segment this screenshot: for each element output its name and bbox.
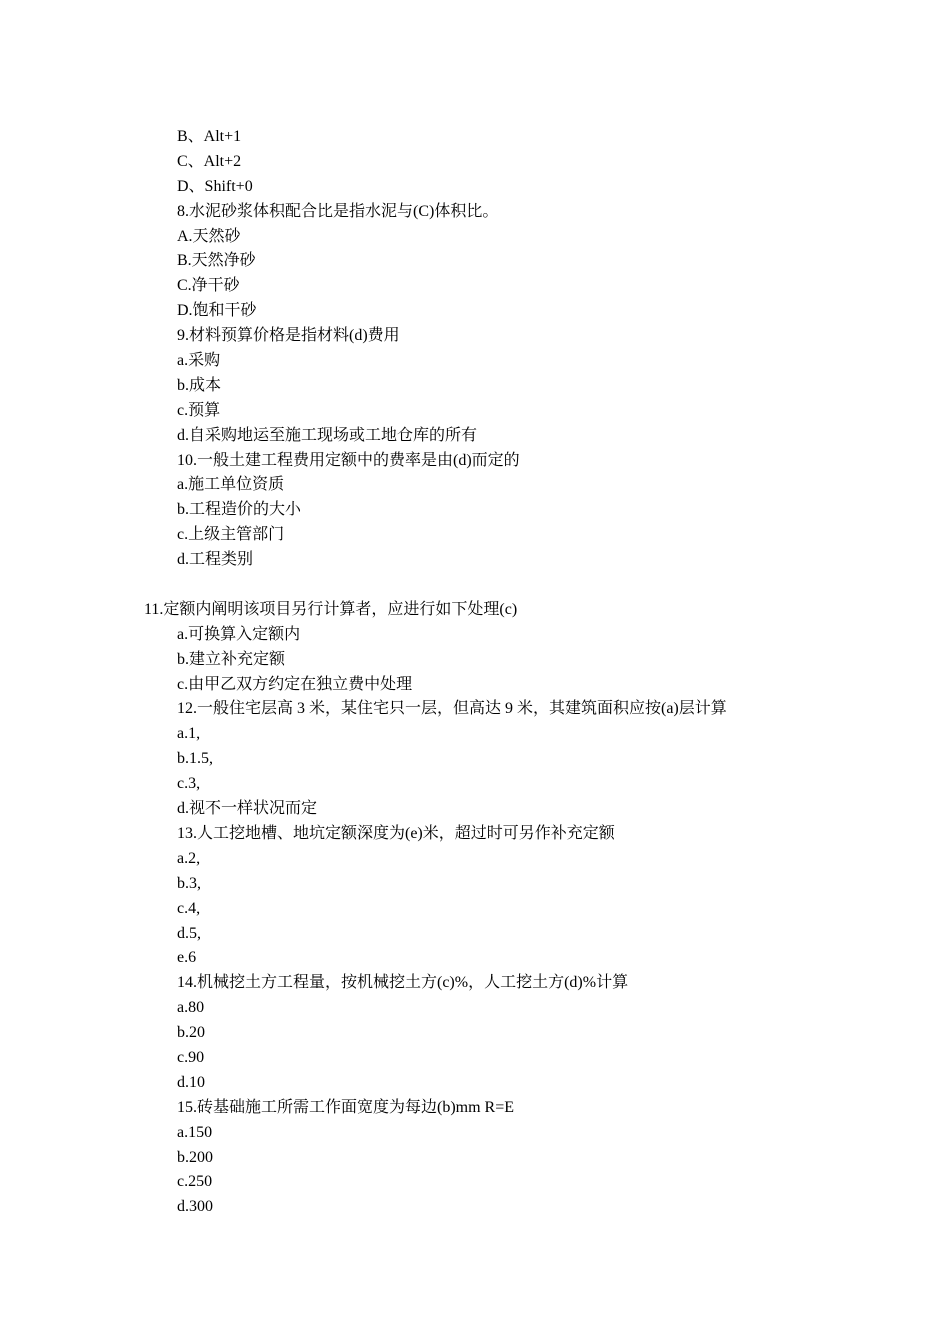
blank-line bbox=[0, 573, 950, 598]
option-line: b.建立补充定额 bbox=[177, 650, 286, 668]
option-line: b.1.5, bbox=[177, 750, 213, 768]
option-line: c.90 bbox=[177, 1048, 205, 1066]
option-line: C、Alt+2 bbox=[177, 152, 242, 170]
option-line: B.天然净砂 bbox=[177, 252, 256, 270]
option-line: b.20 bbox=[177, 1024, 205, 1042]
option-line: d.10 bbox=[177, 1073, 205, 1091]
option-line: d.300 bbox=[177, 1198, 213, 1216]
question-8: 8.水泥砂浆体积配合比是指水泥与(C)体积比。 bbox=[177, 202, 499, 220]
option-line: C.净干砂 bbox=[177, 277, 240, 295]
option-line: c.预算 bbox=[177, 401, 221, 419]
option-line: c.4, bbox=[177, 899, 201, 917]
option-line: b.成本 bbox=[177, 376, 222, 394]
option-line: a.2, bbox=[177, 849, 201, 867]
question-10: 10.一般土建工程费用定额中的费率是由(d)而定的 bbox=[177, 451, 520, 469]
question-14: 14.机械挖土方工程量，按机械挖土方(c)%，人工挖土方(d)%计算 bbox=[177, 974, 629, 992]
question-11: 11.定额内阐明该项目另行计算者，应进行如下处理(c) bbox=[144, 600, 518, 618]
option-line: b.工程造价的大小 bbox=[177, 501, 302, 519]
option-line: c.250 bbox=[177, 1173, 213, 1191]
question-13: 13.人工挖地槽、地坑定额深度为(e)米，超过时可另作补充定额 bbox=[177, 824, 615, 842]
option-line: a.施工单位资质 bbox=[177, 476, 285, 494]
option-line: c.上级主管部门 bbox=[177, 526, 285, 544]
document-body bbox=[0, 125, 950, 1220]
option-line: d.5, bbox=[177, 924, 201, 942]
option-line: a.采购 bbox=[177, 352, 221, 370]
option-line: d.视不一样状况而定 bbox=[177, 800, 318, 818]
option-line: c.3, bbox=[177, 775, 201, 793]
option-line: e.6 bbox=[177, 949, 197, 967]
option-line: D、Shift+0 bbox=[177, 177, 253, 195]
option-line: d.工程类别 bbox=[177, 551, 254, 569]
option-line: b.3, bbox=[177, 874, 201, 892]
option-line: a.可换算入定额内 bbox=[177, 625, 301, 643]
option-line: b.200 bbox=[177, 1148, 213, 1166]
question-12: 12.一般住宅层高 3 米，某住宅只一层，但高达 9 米，其建筑面积应按(a)层计算 bbox=[177, 700, 727, 718]
option-line: a.1, bbox=[177, 725, 201, 743]
option-line: D.饱和干砂 bbox=[177, 302, 257, 320]
question-15: 15.砖基础施工所需工作面宽度为每边(b)mm R=E bbox=[177, 1098, 515, 1116]
question-9: 9.材料预算价格是指材料(d)费用 bbox=[177, 327, 400, 345]
option-line: d.自采购地运至施工现场或工地仓库的所有 bbox=[177, 426, 478, 444]
option-line: B、Alt+1 bbox=[177, 128, 242, 145]
option-line: a.80 bbox=[177, 999, 205, 1017]
option-line: a.150 bbox=[177, 1123, 213, 1141]
option-line: c.由甲乙双方约定在独立费中处理 bbox=[177, 675, 413, 693]
option-line: A.天然砂 bbox=[177, 227, 241, 245]
